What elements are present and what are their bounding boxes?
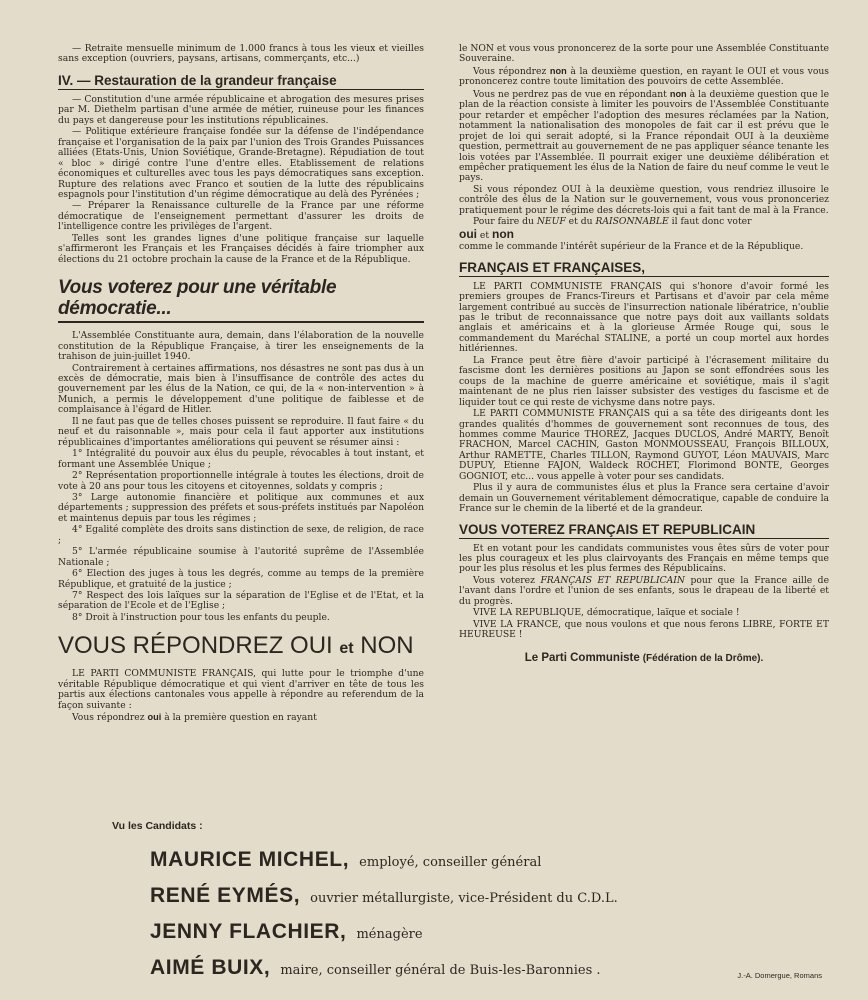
paragraph [459,89,829,184]
text: Vous ne perdrez pas de vue en répondant [473,88,667,100]
democracy-headline: Vous voterez pour une véritable démocratie... [58,277,424,323]
francais-republicain-title: VOUS VOTEREZ FRANÇAIS ET REPUBLICAIN [459,522,829,539]
paragraph [459,576,829,607]
francais-francaises-title: FRANÇAIS ET FRANÇAISES, [459,260,829,277]
paragraph: comme le commande l'intérêt supérieur de la France et de la République. [459,241,804,253]
paragraph: LE PARTI COMMUNISTE FRANÇAIS qui a sa tête des dirigeants dont les grandes qualités d'hommes de gouvernement sont reconnues de tous, des hommes comme Maurice THOREZ, Jacques DUCLOS, André MARTY, Benoît FRACHON, Marcel CACHIN, Gaston MONMOUSSEAU, François BILLOUX, Arthur RAMETTE, Charles TILLON, Raymond GUYOT, Léon MAUVAIS, Marc DUPUY, Etienne FAJON, Waldeck ROCHET, Florimond BONTE, Georges GOGNIOT, etc... vous appelle à voter pour ses candidats. [459,408,829,482]
candidate-row [150,846,812,876]
headline-et: et [339,640,354,658]
text: pour que la France aille de l'avant dans l'ordre et l'union de ses enfants, sous le drapeau de la liberté et du progrès. [459,574,830,607]
candidate-name: JENNY FLACHIER, [150,920,347,943]
text: Vous répondrez [72,712,145,724]
candidates-heading: Vu les Candidats : [112,820,203,832]
paragraph [459,66,829,88]
candidate-role: ménagère [356,927,423,942]
left-column [58,44,424,725]
federation: (Fédération de la Drôme). [642,652,764,664]
headline-part: NON [360,632,414,660]
party-name: Le Parti Communiste [524,651,640,664]
list-item: 7° Respect des lois laïques sur la séparation de l'Eglise et de l'Etat, et la séparation de l'Ecole et de l'Eglise ; [58,590,424,612]
paragraph: le NON et vous vous prononcerez de la sorte pour une Assemblée Constituante Souveraine. [459,43,829,65]
list-item: 8° Droit à l'instruction pour tous les enfants du peuple. [72,611,330,623]
text: à la première question en rayant [164,712,317,724]
oui-non-headline [58,632,424,662]
text: Vous voterez [473,574,535,586]
text: Pour faire du [473,216,534,228]
list-item: 5° L'armée républicaine soumise à l'autorité suprême de l'Assemblée Nationale ; [58,546,424,568]
paragraph: Plus il y aura de communistes élus et plus la France sera certaine d'avoir demain un Gouvernement véritablement démocratique, capable de conduire la France sur le chemin de la liberté et de la grandeur. [459,482,829,515]
text: à la deuxième question, en rayant le OUI et vous vous prononcerez contre toute limitation des pouvoirs de cette Assemblée. [459,65,830,88]
text: Vous répondrez [473,65,547,77]
emphasis: FRANÇAIS ET REPUBLICAIN [540,574,685,586]
slogan: VIVE LA REPUBLIQUE, démocratique, laïque et sociale ! [473,607,740,619]
candidate-row [150,882,812,912]
paragraph: LE PARTI COMMUNISTE FRANÇAIS, qui lutte pour le triomphe d'une véritable République démocratique et qui vient d'arriver en tête de tous les partis aux élections cantonales vous appelle à répondre au referendum de la façon suivante : [58,668,424,711]
text: à la deuxième question que le plan de la réaction consiste à limiter les pouvoirs de l'Assemblée Constituante pour retarder et empêcher l'adoption des mesures réclamées par la Nation, notamment la nationalisation des monopoles de fait car il est prévu que le projet de loi qui serait adopté, si la France répondait OUI à la deuxième question, permettrait au gouvernement de ne pas appliquer séance tenante les lois votées par l'Assemblée. Il pourrait exiger une deuxième délibération et empêcher pratiquement les élus de la Nation de faire du neuf comme le veut le pays. [459,88,830,184]
oui-et-non-line [459,226,829,241]
candidate-role: maire, conseiller général de Buis-les-Baronnies . [280,963,601,978]
paragraph: Telles sont les grandes lignes d'une politique française sur laquelle s'affirmeront les Français et les Françaises décidés à faire triompher aux élections du 21 octobre prochain la cause de la France et de la République. [58,232,424,265]
neuf-word: NEUF [536,216,566,228]
list-item: 6° Election des juges à tous les degrés, comme au temps de la première République, et gratuité de la justice ; [58,568,424,590]
paragraph: L'Assemblée Constituante aura, demain, dans l'élaboration de la nouvelle constitution de la République Française, à tirer les enseignements de la trahison de juin-juillet 1940. [58,330,424,363]
non-word: non [669,88,687,99]
candidate-row [150,918,812,948]
text: il faut donc voter [671,216,752,228]
paragraph [58,712,424,723]
slogan: VIVE LA FRANCE, que nous voulons et que nous ferons LIBRE, FORTE ET HEUREUSE ! [459,618,829,641]
printer-credit: J.-A. Domergue, Romans [737,971,822,980]
candidate-role: employé, conseiller général [359,855,542,870]
paragraph: Il ne faut pas que de telles choses puissent se reproduire. Il faut faire « du neuf et du raisonnable », mais pour cela il faut apporter aux institutions républicaines d'importantes améliorations qui peuvent se résumer ainsi : [58,415,424,448]
section-iv-title: IV. — Restauration de la grandeur française [58,73,424,90]
paragraph: La France peut être fière d'avoir participé à l'écrasement militaire du fascisme dont les dernières positions au Japon se sont effondrées sous les coups de la machine de guerre américaine et soviétique, mais il s'agit maintenant de ne plus rien laisser subsister des vestiges du fascisme et de liquider tout ce qui reste de vichysme dans notre pays. [459,354,829,408]
retirement-paragraph: — Retraite mensuelle minimum de 1.000 francs à tous les vieux et vieilles sans exception (ouvriers, paysans, artisans, commerçants, etc...) [58,43,424,65]
list-item: 4° Egalité complète des droits sans distinction de sexe, de religion, de race ; [58,524,424,546]
paragraph: Et en votant pour les candidats communistes vous êtes sûrs de voter pour les plus courageux et les plus clairvoyants des Français en même temps que pour les plus résolus et les plus fermes des Républicains. [459,542,829,575]
list-item: 2° Représentation proportionnelle intégrale à toutes les élections, droit de vote à 20 ans pour tous les citoyens et citoyennes, soldats y compris ; [58,470,424,492]
et-word: et [479,229,490,241]
headline-part: VOUS RÉPONDREZ OUI [58,632,333,660]
list-item: 1° Intégralité du pouvoir aux élus du peuple, révocables à tout instant, et formant une Assemblée Unique ; [58,448,424,470]
oui-word: oui [147,712,162,723]
paragraph: — Politique extérieure française fondée sur la défense de l'indépendance française et l'organisation de la paix par l'union des Trois Grandes Puissances alliées (Etats-Unis, Union Soviétique, Grande-Bretagne). Répudiation de tout « bloc » dirigé contre l'une d'entre elles. Etablissement de relations économiques et culturelles avec tous les pays démocratiques sans exception. Rupture des relations avec Franco et soutien de la lutte des républicains espagnols pour l'institution d'un régime démocratique au delà des Pyrénées ; [58,126,424,200]
list-item: 3° Large autonomie financière et politique aux communes et aux départements ; suppression des préfets et sous-préfets institués par Napoléon et maintenus depuis par tous les régimes ; [58,491,424,524]
paragraph: — Préparer la Renaissance culturelle de la France par une réforme démocratique de l'enseignement permettant d'assurer les droits de l'intelligence contre les privilèges de l'argent. [58,200,424,233]
paragraph [459,217,829,227]
text: et du [568,216,593,228]
paragraph: Contrairement à certaines affirmations, nos désastres ne sont pas dus à un excès de démocratie, mais bien à l'insuffisance de contrôle des actes du gouvernement par les élus de la Nation, ce qui, de la « non-intervention » à Munich, a permis le développement d'une politique de faiblesse et de complaisance à l'égard de Hitler. [58,362,424,416]
non-word: non [491,226,514,241]
candidate-name: AIMÉ BUIX, [150,956,271,979]
raisonnable-word: RAISONNABLE [595,216,669,228]
right-column [459,44,829,664]
non-word: non [549,65,567,76]
oui-word: oui [459,226,477,241]
candidate-row [150,954,812,984]
paragraph: Si vous répondez OUI à la deuxième question, vous rendriez illusoire le contrôle des élus de la Nation sur le gouvernement, vous vous prononceriez pratiquement pour le régime des décrets-lois qui a fait tant de mal à la France. [459,183,829,216]
signature [459,653,829,664]
candidate-name: RENÉ EYMÉS, [150,884,301,907]
paragraph: LE PARTI COMMUNISTE FRANÇAIS qui s'honore d'avoir formé les premiers groupes de Francs-Tireurs et Partisans et d'avoir par cela même largement contribué au succès de l'insurrection nationale libératrice, n'oublie pas le tribut de reconnaissance que notre pays doit aux vaillants soldats anglais et américains et à la glorieuse Armée Rouge qui, sous le commandement du Maréchal STALINE, a porté un coup mortel aux hordes hitlériennes. [459,280,829,355]
paragraph: — Constitution d'une armée républicaine et abrogation des mesures prises par M. Diethelm partisan d'une armée de métier, ruineuse pour les finances du pays et dangereuse pour les institutions républicaines. [58,93,424,126]
candidate-role: ouvrier métallurgiste, vice-Président du C.D.L. [310,891,618,906]
candidate-name: MAURICE MICHEL, [150,848,350,871]
candidates-block [112,820,812,990]
